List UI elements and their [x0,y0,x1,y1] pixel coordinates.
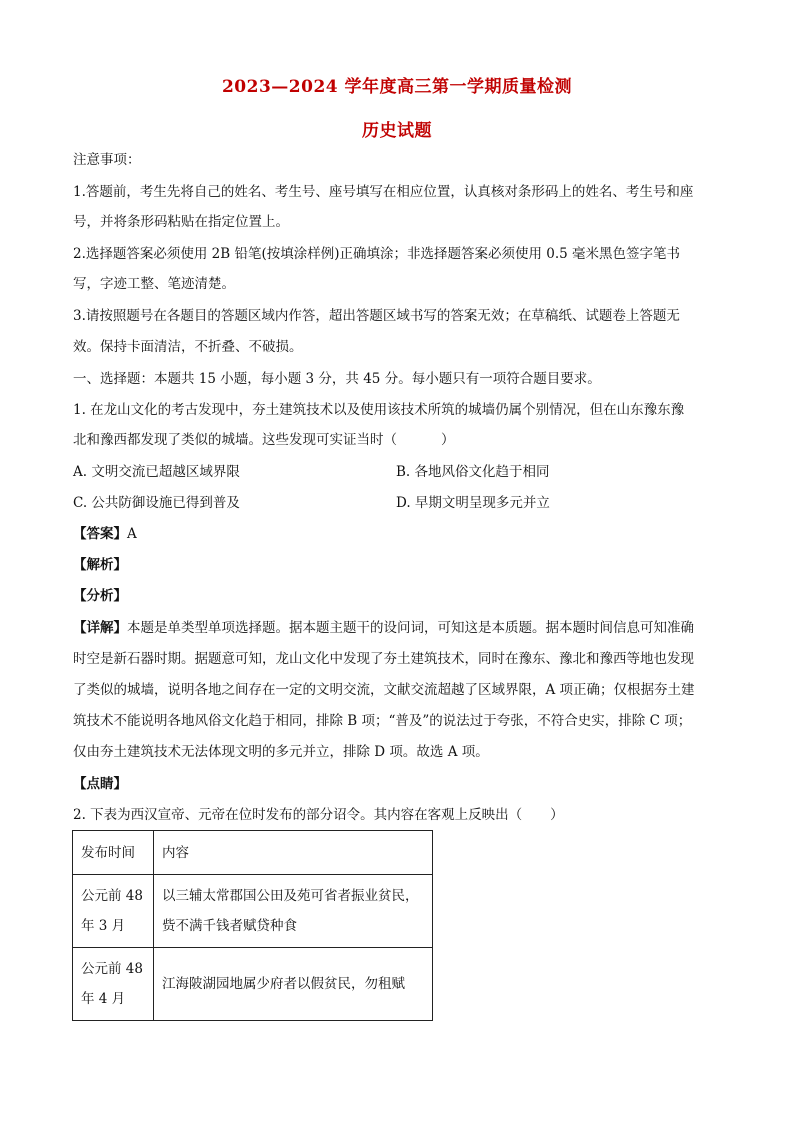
fenxi-label: 【分析】 [73,588,127,604]
detail-line-4: 筑技术不能说明各地风俗文化趋于相同，排除 B 项；“普及”的说法过于夸张，不符合史实，排除 C 项； [73,713,692,729]
answer-label: 【答案】 [73,526,127,542]
analysis-label: 【解析】 [73,557,127,573]
table-row [73,875,433,948]
notice-item-1-line-1: 1.答题前，考生先将自己的姓名、考生号、座号填写在相应位置，认真核对条形码上的姓名、考生号和座 [73,184,694,200]
content-cell [154,875,433,948]
q1-answer [73,524,723,544]
detail-line-1 [73,618,723,638]
dianjing-label: 【点睛】 [73,776,127,792]
edict-table [72,830,433,1021]
table-header-row [73,831,433,875]
q1-stem-line-2 [73,430,723,450]
time-cell [73,875,154,948]
content-line-1: 江海陂湖园地属少府者以假贫民，勿租赋 [162,976,405,992]
q1-option-d: D. 早期文明呈现多元并立 [396,495,550,511]
detail-line-5: 仅由夯土建筑技术无法体现文明的多元并立，排除 D 项。故选 A 项。 [73,744,489,760]
detail-line-2: 时空是新石器时期。据题意可知，龙山文化中发现了夯土建筑技术，同时在豫东、豫北和豫西等地也发现 [73,651,694,667]
table-row [73,948,433,1021]
q2-stem-text: 2. 下表为西汉宣帝、元帝在位时发布的部分诏令。其内容在客观上反映出（ [73,807,523,823]
notice-item-3-line-2: 效。保持卡面清洁，不折叠、不破损。 [73,339,303,355]
q2-stem [73,805,723,825]
content-line-1: 以三辅太常郡国公田及苑可省者振业贫民， [162,888,419,904]
detail-label: 【详解】 [73,620,127,636]
q2-stem-close: ） [550,807,564,823]
content-line-2: 赀不满千钱者赋贷种食 [162,918,297,934]
time-line-1: 公元前 48 [81,888,143,904]
notice-item-2-line-2: 写，字迹工整、笔迹清楚。 [73,276,235,292]
notice-item-2-line-1: 2.选择题答案必须使用 2B 铅笔(按填涂样例)正确填涂；非选择题答案必须使用 0.5 毫米黑色签字笔书 [73,246,681,262]
notice-item-3-line-1: 3.请按照题号在各题目的答题区域内作答，超出答题区域书写的答案无效；在草稿纸、试题卷上答题无 [73,308,680,324]
q1-stem-close: ） [441,432,455,448]
content-wrap [162,969,424,999]
notice-item-1-line-2: 号，并将条形码粘贴在指定位置上。 [73,214,289,230]
q1-option-b: B. 各地风俗文化趋于相同 [396,464,550,480]
notice-heading: 注意事项： [73,152,141,168]
answer-value: A [127,526,137,542]
content-wrap [162,881,424,941]
time-line-1: 公元前 48 [81,961,143,977]
exam-subtitle: 历史试题 [362,121,432,141]
time-line-2: 年 4 月 [81,991,126,1007]
exam-title: 2023—2024 学年度高三第一学期质量检测 [221,77,573,97]
content-cell [154,948,433,1021]
header-cell-content: 内容 [154,831,433,875]
q1-stem-text: 北和豫西都发现了类似的城墙。这些发现可实证当时（ [73,432,397,448]
q1-option-a: A. 文明交流已超越区域界限 [73,464,240,480]
time-line-2: 年 3 月 [81,918,126,934]
time-cell [73,948,154,1021]
q1-stem-line-1: 1. 在龙山文化的考古发现中，夯土建筑技术以及使用该技术所筑的城墙仍属个别情况，但在山东豫东豫 [73,402,685,418]
q1-option-c: C. 公共防御设施已得到普及 [73,495,240,511]
detail-line-3: 了类似的城墙，说明各地之间存在一定的文明交流，文献交流超越了区域界限，A 项正确；仅根据夯土建 [73,682,695,698]
section-heading: 一、选择题：本题共 15 小题，每小题 3 分，共 45 分。每小题只有一项符合题目要求。 [73,371,601,387]
header-cell-time: 发布时间 [73,831,154,875]
detail-text-1: 本题是单类型单项选择题。据本题主题干的设问词，可知这是本质题。据本题时间信息可知准确 [127,620,694,636]
